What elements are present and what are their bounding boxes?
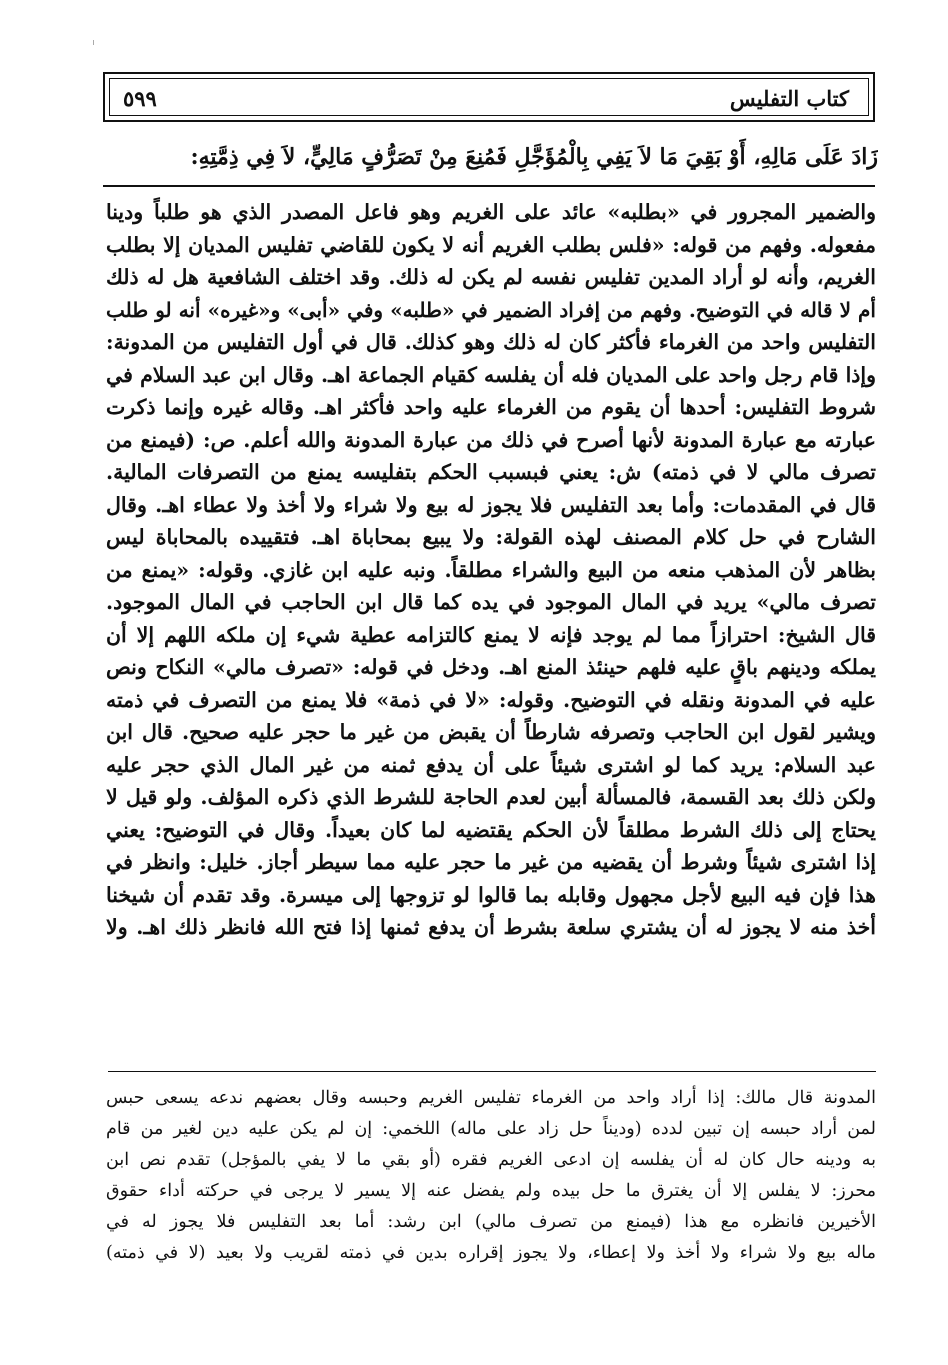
body-line: عبارته مع عبارة المدونة لأنها أصرح في ذلك من عبارة المدونة والله أعلم. ص: (فيمنع من [106, 427, 876, 452]
footnote-line: محرز: لا يفلس إلا أن يغترق ما حل بيده ولم يفضل عنه إلا يسير لا يرجى في حركته أداء حقوق [106, 1181, 876, 1201]
footnote-line: الأخيرين فانظره مع هذا (فيمنع من تصرف مالي) ابن رشد: أما بعد التفليس فلا يجوز له في [106, 1212, 876, 1232]
body-line: أخذ منه لا يجوز له أن يشتري سلعة بشرط أن يدفع ثمنها إذا فتح الله فانظر ذلك اهـ. ولا [106, 915, 876, 939]
body-line: تصرف مالي» يريد في المال الموجود في يده كما قال ابن الحاجب في المال الموجود. [106, 590, 876, 614]
footnote-block [106, 1083, 876, 1269]
body-line: ولكن ذلك بعد القسمة، فالمسألة أبين لعدم الحاجة للشرط الذي ذكره المؤلف. ولو قيل لا [106, 785, 876, 809]
running-header [103, 72, 875, 122]
body-line: قال في المقدمات: وأما بعد التفليس فلا يجوز له بيع ولا شراء ولا أخذ ولا عطاء اهـ. وقال [106, 492, 876, 517]
body-line: بظاهر لأن المذهب منعه من البيع والشراء مطلقاً. ونبه عليه ابن غازي. وقوله: «يمنع من [106, 557, 876, 582]
body-line: الشارح في حل كلام المصنف لهذه القولة: ولا يبيع بمحاباة اهـ. فتقييده بالمحاباة ليس [106, 525, 876, 549]
body-line: يملكه ودينهم باقٍ عليه فلهم حينئذ المنع اهـ. ودخل في قوله: «تصرف مالي» النكاح ونص [106, 655, 876, 679]
body-line: عبد السلام: يريد كما لو اشترى شيئاً على أن يدفع ثمنه من غير المال الذي حجر عليه [106, 752, 876, 777]
body-line: شروط التفليس: أحدها أن يقوم من الغرماء عليه واحد فأكثر اهـ. وقاله غيره وإنما ذكرت [106, 395, 876, 419]
footnote-divider [108, 1071, 876, 1072]
footnote-line: ماله بيع ولا شراء ولا أخذ ولا إعطاء، ولا يجوز إقراره بدين في ذمته لقريب ولا بعيد (لا في ذمته) [106, 1243, 876, 1263]
body-line: تصرف مالي لا في ذمته) ش: يعني فبسبب الحكم بتفليسه يمنع من التصرفات المالية. [106, 460, 876, 484]
matn-text: زَادَ عَلَى مَالِهِ، أَوْ بَقِيَ مَا لاَ يَفِي بِالْمُؤَجَّلِ فَمُنِعَ مِنْ تَصَرُّفٍ مَالِيٍّ، لاَ فِي ذِمَّتِهِ: [190, 144, 878, 170]
footnote-line: المدونة قال مالك: إذا أراد واحد من الغرماء تفليس الغريم وحبسه وقال بعضهم ندعه يسعى حبس [106, 1088, 876, 1108]
body-line: يحتاج إلى ذلك الشرط مطلقاً لأن الحكم يقتضيه لما كان بعيداً. وقال في التوضيح: يعني [106, 817, 876, 842]
body-line: عليه في المدونة ونقله في التوضيح. وقوله: «لا في ذمة» فلا يمنع من التصرف في ذمته [106, 687, 876, 712]
body-line: والضمير المجرور في «بطلبه» عائد على الغريم وهو فاعل المصدر الذي هو طلباً ودينا [106, 200, 876, 224]
body-line: أم لا قاله في التوضيح. وفهم من إفراد الضمير في «طلبه» وفي «أبى» و«غيره» أنه لو طلب [106, 297, 876, 322]
body-line: ويشير لقول ابن الحاجب وتصرفه شارطاً أن يقبض من غير ما حجر عليه صحيح. قال ابن [106, 720, 876, 744]
body-line: هذا فإن فيه البيع لأجل مجهول وقابله بما قالوا لو تزوجها إلى ميسرة. وقد تقدم أن شيخنا [106, 882, 876, 907]
matn-divider [103, 185, 875, 187]
body-line: إذا اشترى شيئاً وشرط أن يقضيه من غير ما حجر عليه مما سيطر أجاز. خليل: وانظر في [106, 850, 876, 874]
footnote-line: به ودينه حال كان له أن يفلسه إن ادعى الغريم فقره (أو بقي ما لا يفي بالمؤجل) تقدم نص ابن [106, 1150, 876, 1170]
body-line: وإذا قام رجل واحد على المديان فله أن يفلسه كقيام الجماعة اهـ. وقال ابن عبد السلام في [106, 362, 876, 387]
footnote-line: لمن أراد حبسه إن تبين لدده (وديناً حل زاد على ماله) اللخمي: إن لم يكن عليه دين لغير من قام [106, 1119, 876, 1139]
body-line: التفليس واحد من الغرماء فأكثر كان له ذلك وهو كذلك. قال في أول التفليس من المدونة: [106, 330, 876, 354]
body-line: الغريم، وأنه لو أراد المدين تفليس نفسه لم يكن له ذلك. وقد اختلف الشافعية هل له ذلك [106, 265, 876, 289]
body-line: قال الشيخ: احترازاً مما لم يوجد فإنه لا يمنع كالتزامه عطية شيء إن ملكه اللهم إلا أن [106, 622, 876, 647]
page-number: ٥٩٩ [123, 86, 157, 111]
book-title: كتاب التفليس [729, 86, 849, 111]
scan-mark [93, 40, 94, 45]
body-line: مفعوله. وفهم من قوله: «فلس بطلب الغريم أنه لا يكون للقاضي تفليس المديان إلا بطلب [106, 232, 876, 257]
commentary-body [106, 196, 876, 944]
